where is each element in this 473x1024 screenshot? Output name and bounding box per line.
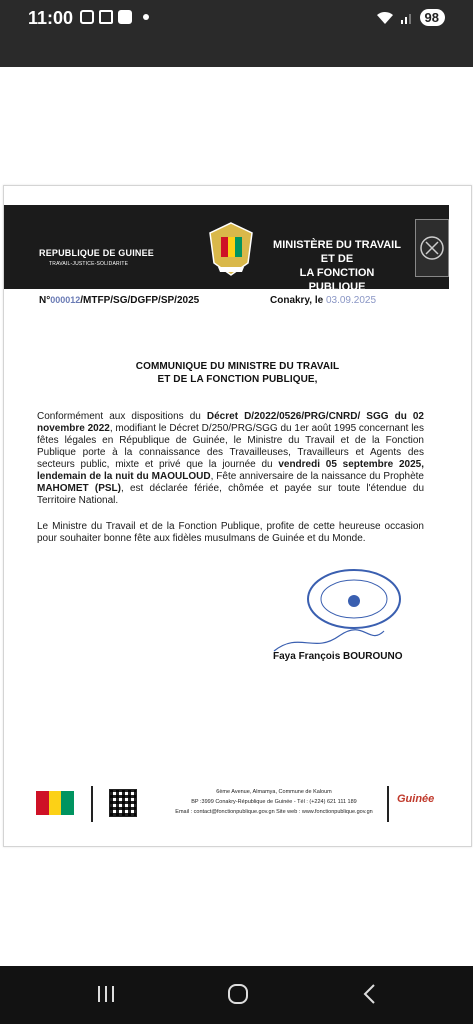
more-notifications-dot bbox=[143, 14, 149, 20]
p1-text-g: , est déclarée fériée, chômée et payée sur toute l'étendue du Territoire National. bbox=[37, 483, 425, 506]
paragraph-2: Le Ministre du Travail et de la Fonction Publique, profite de cette heureuse occasion pour souhaiter bonne fête aux fidèles musulmans de Guinée et du Monde. bbox=[37, 521, 424, 544]
p1-decree: Décret D/2022/0526/PRG/CNRD/ SGG du 02 novembre 2022 bbox=[37, 411, 424, 434]
date: 03.09.2025 bbox=[325, 295, 377, 306]
republic-motto: TRAVAIL-JUSTICE-SOLIDARITE bbox=[49, 261, 129, 267]
back-button[interactable] bbox=[360, 982, 380, 1006]
clock: 11:00 bbox=[28, 8, 74, 28]
screenshot-icon bbox=[80, 10, 94, 24]
footer-web: Email : contact@fonctionpublique.gov.gn Site web : www.fonctionpublique.gov.gn bbox=[175, 809, 373, 815]
reference-number bbox=[39, 295, 199, 306]
battery-indicator bbox=[420, 9, 445, 26]
guinee-logo: Guinée bbox=[397, 793, 435, 805]
recent-apps-button[interactable] bbox=[96, 982, 116, 1006]
ministry-line-2: LA FONCTION PUBLIQUE bbox=[299, 267, 375, 293]
home-button[interactable] bbox=[226, 982, 250, 1006]
p1-date: vendredi 05 septembre 2025, lendemain de la nuit du MAOULOUD bbox=[37, 459, 424, 482]
republic-name: REPUBLIQUE DE GUINEE bbox=[39, 248, 155, 258]
footer-divider bbox=[91, 786, 93, 822]
guinea-flag bbox=[36, 791, 74, 815]
paragraph-1 bbox=[37, 411, 424, 507]
flag-red bbox=[36, 791, 49, 815]
footer-address: 6ème Avenue, Almamya, Commune de Kaloum bbox=[216, 789, 332, 795]
status-bar bbox=[0, 0, 473, 67]
flag-yellow bbox=[49, 791, 62, 815]
ref-number: 000012 bbox=[50, 295, 81, 305]
battery-level: 98 bbox=[424, 10, 439, 25]
gmail-icon bbox=[99, 10, 113, 24]
ref-prefix: N° bbox=[39, 295, 51, 306]
footer-divider-right bbox=[387, 786, 389, 822]
city: Conakry, le bbox=[270, 295, 324, 306]
p1-text-c: , modifiant le Décret D/250/PRG/SGG du 1er août 1995 concernant les fêtes légales en République de Guinée, le Ministre du Travail et de la Fonction Publique porte à la connaissance des Travailleuses, Travailleurs et Agents des secteurs public, mixte et privé que la journée du bbox=[37, 423, 424, 470]
footer-contact: BP :3999 Conakry-République de Guinée - Tél : (+224) 621 111 189 bbox=[191, 799, 357, 805]
coat-of-arms-icon bbox=[204, 219, 259, 279]
document-image bbox=[3, 185, 472, 847]
p1-text-a: Conformément aux dispositions du bbox=[37, 411, 207, 422]
signer-name: Faya François BOUROUNO bbox=[273, 651, 403, 662]
ref-suffix: /MTFP/SG/DGFP/SP/2025 bbox=[80, 295, 200, 306]
signal-icon bbox=[400, 11, 414, 25]
ministry-name bbox=[272, 238, 402, 294]
communique-title-2: ET DE LA FONCTION PUBLIQUE, bbox=[157, 374, 318, 385]
official-stamp-icon bbox=[306, 568, 402, 630]
place-date bbox=[270, 295, 376, 306]
check-icon bbox=[118, 10, 132, 24]
letterhead bbox=[4, 205, 449, 293]
qr-code-icon bbox=[109, 789, 137, 817]
system-icons bbox=[376, 9, 445, 26]
communique-title-1: COMMUNIQUE DU MINISTRE DU TRAVAIL bbox=[135, 361, 340, 372]
wifi-icon bbox=[376, 11, 394, 25]
ministry-logo-icon bbox=[415, 219, 449, 277]
notification-icons bbox=[80, 10, 149, 24]
ministry-line-1: MINISTÈRE DU TRAVAIL ET DE bbox=[273, 239, 401, 265]
p1-prophet: MAHOMET (PSL) bbox=[37, 483, 121, 494]
flag-green bbox=[61, 791, 74, 815]
navigation-bar bbox=[0, 966, 473, 1024]
p1-text-e: , Fête anniversaire de la naissance du Prophète bbox=[210, 471, 424, 482]
